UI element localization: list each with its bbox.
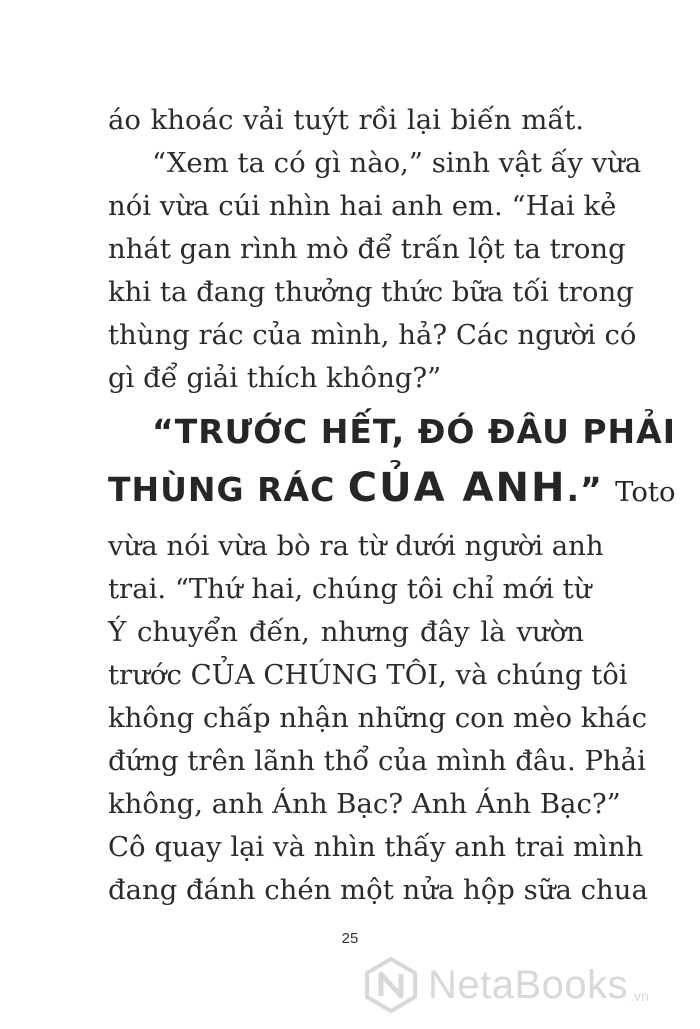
shout-text: THÙNG RÁC bbox=[108, 470, 336, 509]
text-line: thùng rác của mình, hả? Các người có bbox=[108, 319, 637, 351]
shout-line-2 bbox=[108, 465, 676, 514]
text-line: nhát gan rình mò để trấn lột ta trong bbox=[108, 233, 626, 265]
text-line: vừa nói vừa bò ra từ dưới người anh bbox=[108, 530, 604, 562]
netabooks-logo-icon bbox=[362, 956, 420, 1014]
text-line: đứng trên lãnh thổ của mình đâu. Phải bbox=[108, 745, 646, 777]
text-line: trai. “Thứ hai, chúng tôi chỉ mới từ bbox=[108, 573, 592, 605]
page-number: 25 bbox=[341, 930, 359, 947]
text-line: gì để giải thích không?” bbox=[108, 362, 442, 394]
text-line: trước CỦA CHÚNG TÔI, và chúng tôi bbox=[108, 659, 628, 691]
text-line: nói vừa cúi nhìn hai anh em. “Hai kẻ bbox=[108, 190, 617, 222]
shout-line-1: “TRƯỚC HẾT, ĐÓ ĐÂU PHẢI bbox=[152, 412, 676, 451]
text-line: Ý chuyển đến, nhưng đây là vườn bbox=[108, 616, 584, 648]
text-line: Cô quay lại và nhìn thấy anh trai mình bbox=[108, 831, 644, 863]
shout-emphasis: CỦA ANH bbox=[347, 465, 567, 511]
watermark-brand: NetaBooks bbox=[428, 962, 629, 1007]
text-line: không chấp nhận những con mèo khác bbox=[108, 702, 647, 734]
text-line: “Xem ta có gì nào,” sinh vật ấy vừa bbox=[152, 147, 642, 179]
text-line: đang đánh chén một nửa hộp sữa chua bbox=[108, 874, 648, 906]
watermark-suffix: .vn bbox=[630, 988, 649, 1004]
text-line: áo khoác vải tuýt rồi lại biến mất. bbox=[108, 104, 584, 136]
watermark bbox=[362, 950, 692, 1020]
speaker-name: Toto bbox=[615, 476, 676, 508]
shout-quote-end: .” bbox=[566, 470, 603, 509]
text-line: không, anh Ánh Bạc? Anh Ánh Bạc?” bbox=[108, 788, 621, 820]
text-line: khi ta đang thưởng thức bữa tối trong bbox=[108, 276, 634, 308]
